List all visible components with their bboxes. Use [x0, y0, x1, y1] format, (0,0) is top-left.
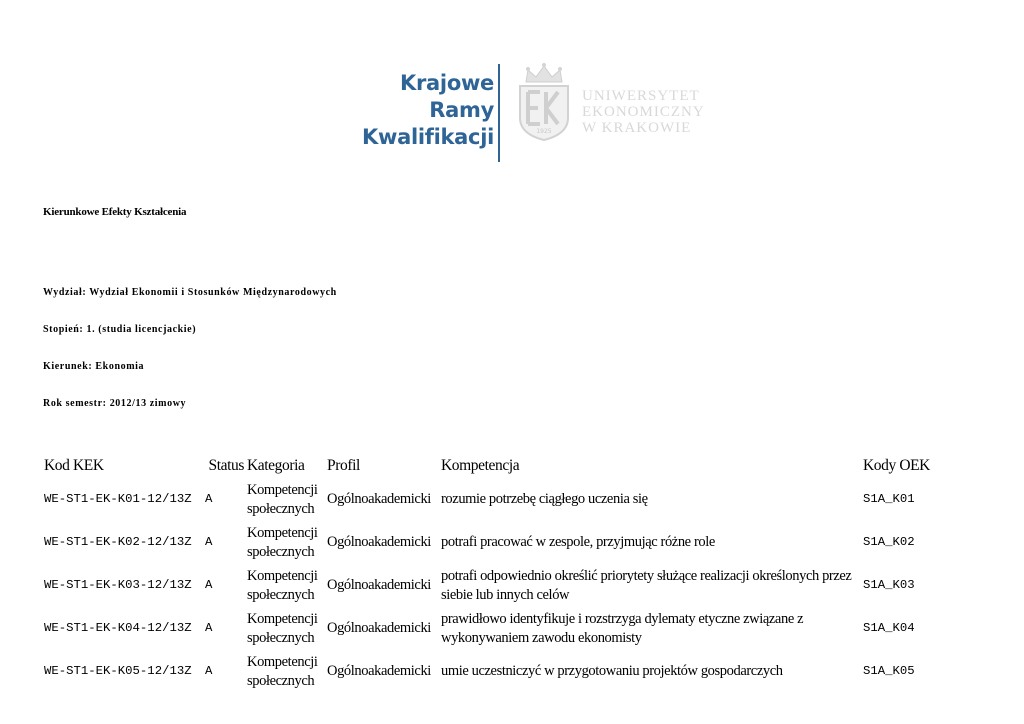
cell-status: A [205, 492, 213, 506]
meta-kierunek-label: Kierunek: [43, 361, 93, 372]
cell-oek: S1A_K05 [863, 664, 915, 678]
cell-kategoria: Kompetencji społecznych [247, 567, 318, 603]
table-row [44, 650, 963, 693]
cell-kod: WE-ST1-EK-K02-12/13Z [44, 535, 192, 549]
meta-rok-value: 2012/13 zimowy [109, 398, 187, 409]
university-name [582, 88, 705, 136]
cell-oek: S1A_K03 [863, 578, 915, 592]
cell-kompetencja: prawidłowo identyfikuje i rozstrzyga dylematy etyczne związane z wykonywaniem zawodu ekonomisty [441, 610, 804, 646]
meta-stopien-label: Stopień: [43, 324, 84, 335]
header-profil: Profil [327, 457, 360, 474]
university-line-3: W KRAKOWIE [582, 120, 692, 136]
meta-stopien [43, 324, 196, 335]
cell-kompetencja: rozumie potrzebę ciągłego uczenia się [441, 491, 648, 507]
table-row [44, 564, 963, 607]
cell-oek: S1A_K04 [863, 621, 915, 635]
header-kompetencja: Kompetencja [441, 457, 520, 474]
cell-status: A [205, 578, 213, 592]
meta-wydzial-label: Wydział: [43, 287, 87, 298]
table-row [44, 478, 963, 521]
cell-profil: Ogólnoakademicki [327, 620, 431, 636]
cell-kod: WE-ST1-EK-K04-12/13Z [44, 621, 192, 635]
cell-kod: WE-ST1-EK-K01-12/13Z [44, 492, 192, 506]
cell-kategoria: Kompetencji społecznych [247, 653, 318, 689]
document-title: Kierunkowe Efekty Kształcenia [43, 206, 187, 218]
cell-status: A [205, 664, 213, 678]
cell-status: A [205, 621, 213, 635]
header-kody-oek: Kody OEK [863, 457, 930, 474]
cell-profil: Ogólnoakademicki [327, 577, 431, 593]
meta-wydzial [43, 287, 337, 298]
cell-kategoria: Kompetencji społecznych [247, 610, 318, 646]
table-row [44, 521, 963, 564]
cell-oek: S1A_K01 [863, 492, 915, 506]
table-header-row [44, 454, 963, 478]
learning-outcomes-table [44, 454, 963, 693]
cell-kategoria: Kompetencji społecznych [247, 481, 318, 517]
krk-line-3: Kwalifikacji [362, 125, 494, 149]
university-line-1: UNIWERSYTET [582, 88, 700, 104]
meta-kierunek-value: Ekonomia [95, 361, 145, 372]
krk-logo-text [362, 70, 494, 151]
meta-stopien-value: 1. (studia licencjackie) [86, 324, 197, 335]
header-kod-kek: Kod KEK [44, 457, 104, 474]
cell-kategoria: Kompetencji społecznych [247, 524, 318, 560]
cell-profil: Ogólnoakademicki [327, 491, 431, 507]
header-logo [362, 62, 714, 166]
cell-oek: S1A_K02 [863, 535, 915, 549]
cell-kod: WE-ST1-EK-K03-12/13Z [44, 578, 192, 592]
krk-line-1: Krajowe [400, 71, 494, 95]
krk-line-2: Ramy [429, 98, 494, 122]
university-emblem-icon [512, 62, 576, 142]
cell-kod: WE-ST1-EK-K05-12/13Z [44, 664, 192, 678]
cell-kompetencja: umie uczestniczyć w przygotowaniu projektów gospodarczych [441, 663, 783, 679]
header-status: Status [208, 457, 244, 474]
meta-rok-label: Rok semestr: [43, 398, 107, 409]
university-line-2: EKONOMICZNY [582, 104, 705, 120]
cell-kompetencja: potrafi pracować w zespole, przyjmując różne role [441, 534, 715, 550]
cell-profil: Ogólnoakademicki [327, 534, 431, 550]
header-kategoria: Kategoria [247, 457, 305, 474]
cell-kompetencja: potrafi odpowiednio określić priorytety służące realizacji określonych przez siebie lub innych celów [441, 567, 852, 603]
meta-rok-semestr [43, 398, 186, 409]
table-row [44, 607, 963, 650]
meta-kierunek [43, 361, 144, 372]
logo-divider [498, 64, 500, 162]
emblem-year: 1925 [536, 128, 552, 135]
cell-profil: Ogólnoakademicki [327, 663, 431, 679]
meta-wydzial-value: Wydział Ekonomii i Stosunków Międzynarodowych [89, 287, 337, 298]
cell-status: A [205, 535, 213, 549]
